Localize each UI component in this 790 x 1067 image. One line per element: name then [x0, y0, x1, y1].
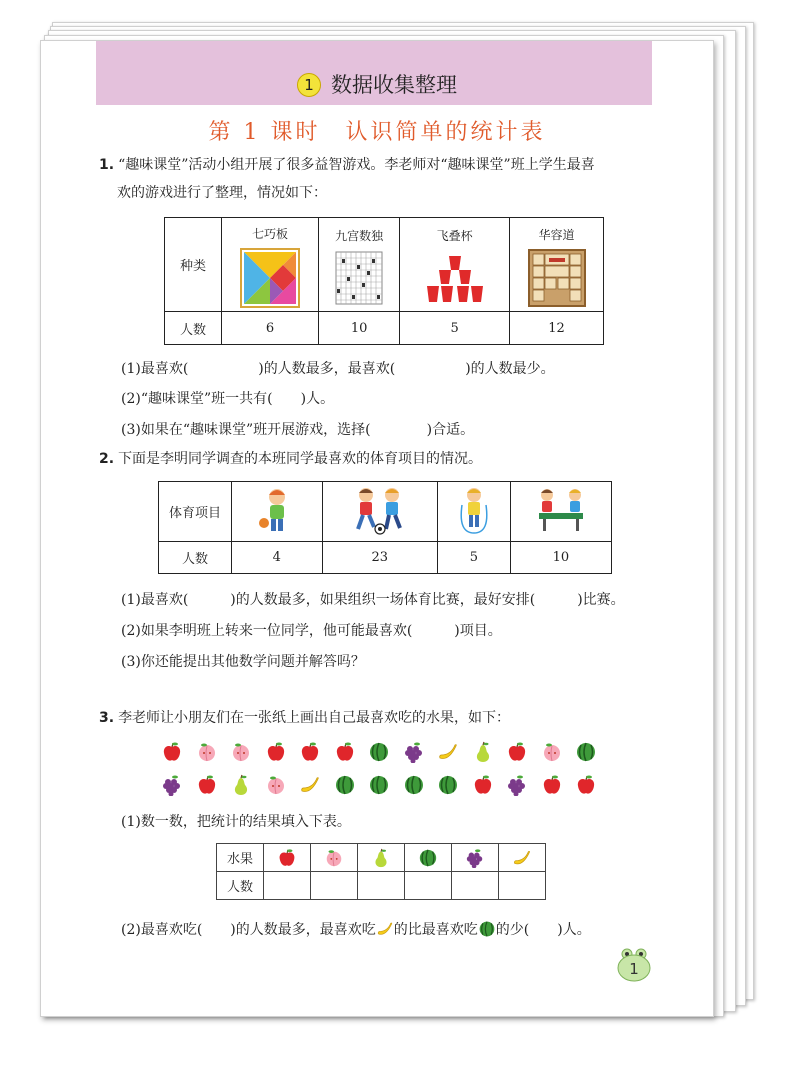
fruit-drawing	[230, 741, 252, 763]
fruit-header-watermelon	[405, 844, 452, 872]
banana-icon	[376, 920, 394, 938]
apple-icon	[472, 774, 494, 796]
apple-icon	[506, 741, 528, 763]
pear-icon	[371, 848, 391, 868]
fruit-drawing	[437, 741, 459, 763]
banana-icon	[299, 774, 321, 796]
peach-icon	[230, 741, 252, 763]
fruit-header-pear	[358, 844, 405, 872]
q3-sub2-part-b: 的比最喜欢吃	[393, 922, 478, 938]
count-cell: 4	[232, 542, 323, 574]
fruit-drawings-row-1	[161, 741, 661, 765]
game-name: 飞叠杯	[436, 229, 473, 243]
peach-icon	[265, 774, 287, 796]
sudoku-icon	[334, 250, 384, 306]
game-cell-stack-cups	[400, 218, 510, 312]
q3-sub2-part-a: (2)最喜欢吃( )的人数最多，最喜欢吃	[121, 922, 376, 938]
game-cell-sudoku	[319, 218, 400, 312]
apple-icon	[541, 774, 563, 796]
watermelon-icon	[368, 774, 390, 796]
fruit-drawing	[196, 774, 218, 796]
q3-line1: 李老师让小朋友们在一张纸上画出自己最喜欢吃的水果，如下：	[118, 710, 511, 726]
watermelon-icon	[575, 741, 597, 763]
grape-icon	[506, 774, 528, 796]
apple-icon	[265, 741, 287, 763]
q1-count-label: 人数	[165, 312, 222, 345]
q2-table	[158, 481, 612, 574]
fruit-drawing	[368, 741, 390, 763]
q2-number: 2.	[99, 451, 115, 467]
sport-cell-basketball	[232, 482, 323, 542]
fruit-drawing	[403, 774, 425, 796]
pear-icon	[230, 774, 252, 796]
q1-line2: 欢的游戏进行了整理，情况如下：	[117, 185, 327, 201]
lesson-title: 第 1 课时 认识简单的统计表	[208, 120, 546, 145]
apple-icon	[196, 774, 218, 796]
q1-number: 1.	[99, 157, 115, 173]
q1-line1: “趣味课堂”活动小组开展了很多益智游戏。李老师对“趣味课堂”班上学生最喜	[118, 157, 595, 173]
count-cell: 23	[322, 542, 437, 574]
sport-cell-jump-rope	[437, 482, 510, 542]
fruit-drawing	[161, 774, 183, 796]
q1-sub2: (2)“趣味课堂”班一共有( )人。	[121, 391, 335, 407]
fruit-count-blank[interactable]	[499, 872, 546, 900]
fruit-drawing	[506, 741, 528, 763]
frog-page-badge-icon	[616, 948, 652, 982]
count-cell: 10	[510, 542, 611, 574]
fruit-drawing	[334, 774, 356, 796]
fruit-drawing	[368, 774, 390, 796]
game-name: 九宫数独	[335, 229, 384, 243]
apple-icon	[277, 848, 297, 868]
q3-sub2-part-c: 的少( )人。	[495, 922, 591, 938]
fruit-drawing	[541, 774, 563, 796]
apple-icon	[299, 741, 321, 763]
q2-sub1: (1)最喜欢( )的人数最多，如果组织一场体育比赛，最好安排( )比赛。	[121, 592, 625, 608]
game-name: 七巧板	[252, 227, 289, 241]
table-tennis-icon	[533, 485, 589, 535]
watermelon-icon	[418, 848, 438, 868]
fruit-label: 水果	[217, 844, 264, 872]
unit-number-badge: 1	[297, 73, 321, 97]
sport-cell-soccer	[322, 482, 437, 542]
fruit-drawing	[575, 741, 597, 763]
watermelon-icon	[368, 741, 390, 763]
game-cell-tangram	[222, 218, 319, 312]
grape-icon	[465, 848, 485, 868]
fruit-drawing	[265, 774, 287, 796]
fruit-header-peach	[311, 844, 358, 872]
q2-sub3: (3)你还能提出其他数学问题并解答吗？	[121, 654, 365, 670]
banana-icon	[437, 741, 459, 763]
fruit-drawing	[437, 774, 459, 796]
count-cell: 12	[510, 312, 604, 345]
q2-line1: 下面是李明同学调查的本班同学最喜欢的体育项目的情况。	[118, 451, 483, 467]
apple-icon	[575, 774, 597, 796]
fruit-drawing	[230, 774, 252, 796]
q3-sub2	[121, 919, 591, 939]
basketball-player-icon	[252, 485, 302, 535]
banana-icon	[512, 848, 532, 868]
q1-sub3: (3)如果在“趣味课堂”班开展游戏，选择( )合适。	[121, 422, 475, 438]
unit-title-text: 数据收集整理	[331, 73, 457, 97]
peach-icon	[324, 848, 344, 868]
fruit-drawing	[472, 774, 494, 796]
watermelon-icon	[334, 774, 356, 796]
fruit-count-blank[interactable]	[452, 872, 499, 900]
peach-icon	[196, 741, 218, 763]
count-label: 人数	[217, 872, 264, 900]
fruit-drawing	[299, 774, 321, 796]
fruit-drawing	[403, 741, 425, 763]
fruit-drawing	[299, 741, 321, 763]
fruit-count-blank[interactable]	[264, 872, 311, 900]
fruit-drawings-row-2	[161, 774, 661, 798]
tangram-icon	[240, 248, 300, 308]
fruit-drawing	[265, 741, 287, 763]
watermelon-icon	[478, 920, 496, 938]
fruit-header-banana	[499, 844, 546, 872]
page-number: 1	[629, 960, 639, 978]
fruit-drawing	[161, 741, 183, 763]
q3-number: 3.	[99, 710, 115, 726]
peach-icon	[541, 741, 563, 763]
fruit-drawing	[334, 741, 356, 763]
apple-icon	[334, 741, 356, 763]
huarongdao-icon	[528, 249, 586, 307]
watermelon-icon	[437, 774, 459, 796]
fruit-count-blank[interactable]	[358, 872, 405, 900]
game-name: 华容道	[538, 228, 575, 242]
fruit-drawing	[506, 774, 528, 796]
fruit-header-apple	[264, 844, 311, 872]
jump-rope-icon	[454, 485, 494, 535]
count-cell: 5	[400, 312, 510, 345]
q2-count-label: 人数	[159, 542, 232, 574]
q1-sub1: (1)最喜欢( )的人数最多，最喜欢( )的人数最少。	[121, 361, 555, 377]
game-cell-huarongdao	[510, 218, 604, 312]
q1-text	[99, 151, 595, 207]
q2-sub2: (2)如果李明班上转来一位同学，他可能最喜欢( )项目。	[121, 623, 502, 639]
fruit-count-blank[interactable]	[405, 872, 452, 900]
apple-icon	[161, 741, 183, 763]
fruit-header-grape	[452, 844, 499, 872]
q2-text	[99, 445, 482, 473]
count-cell: 6	[222, 312, 319, 345]
q1-table	[164, 217, 604, 345]
q3-sub1: (1)数一数，把统计的结果填入下表。	[121, 814, 351, 830]
grape-icon	[403, 741, 425, 763]
pear-icon	[472, 741, 494, 763]
count-cell: 10	[319, 312, 400, 345]
watermelon-icon	[403, 774, 425, 796]
fruit-drawing	[575, 774, 597, 796]
fruit-count-table	[216, 843, 546, 900]
q1-type-label: 种类	[165, 218, 222, 312]
count-cell: 5	[437, 542, 510, 574]
fruit-count-blank[interactable]	[311, 872, 358, 900]
banana-icon	[376, 920, 394, 938]
watermelon-icon	[478, 920, 496, 938]
sport-cell-table-tennis	[510, 482, 611, 542]
workbook-page	[40, 40, 714, 1017]
grape-icon	[161, 774, 183, 796]
stacking-cups-icon	[421, 250, 489, 306]
fruit-drawing	[472, 741, 494, 763]
fruit-drawing	[196, 741, 218, 763]
soccer-players-icon	[348, 485, 412, 535]
q3-text	[99, 704, 510, 732]
unit-title	[41, 69, 713, 99]
fruit-drawing	[541, 741, 563, 763]
q2-type-label: 体育项目	[159, 482, 232, 542]
